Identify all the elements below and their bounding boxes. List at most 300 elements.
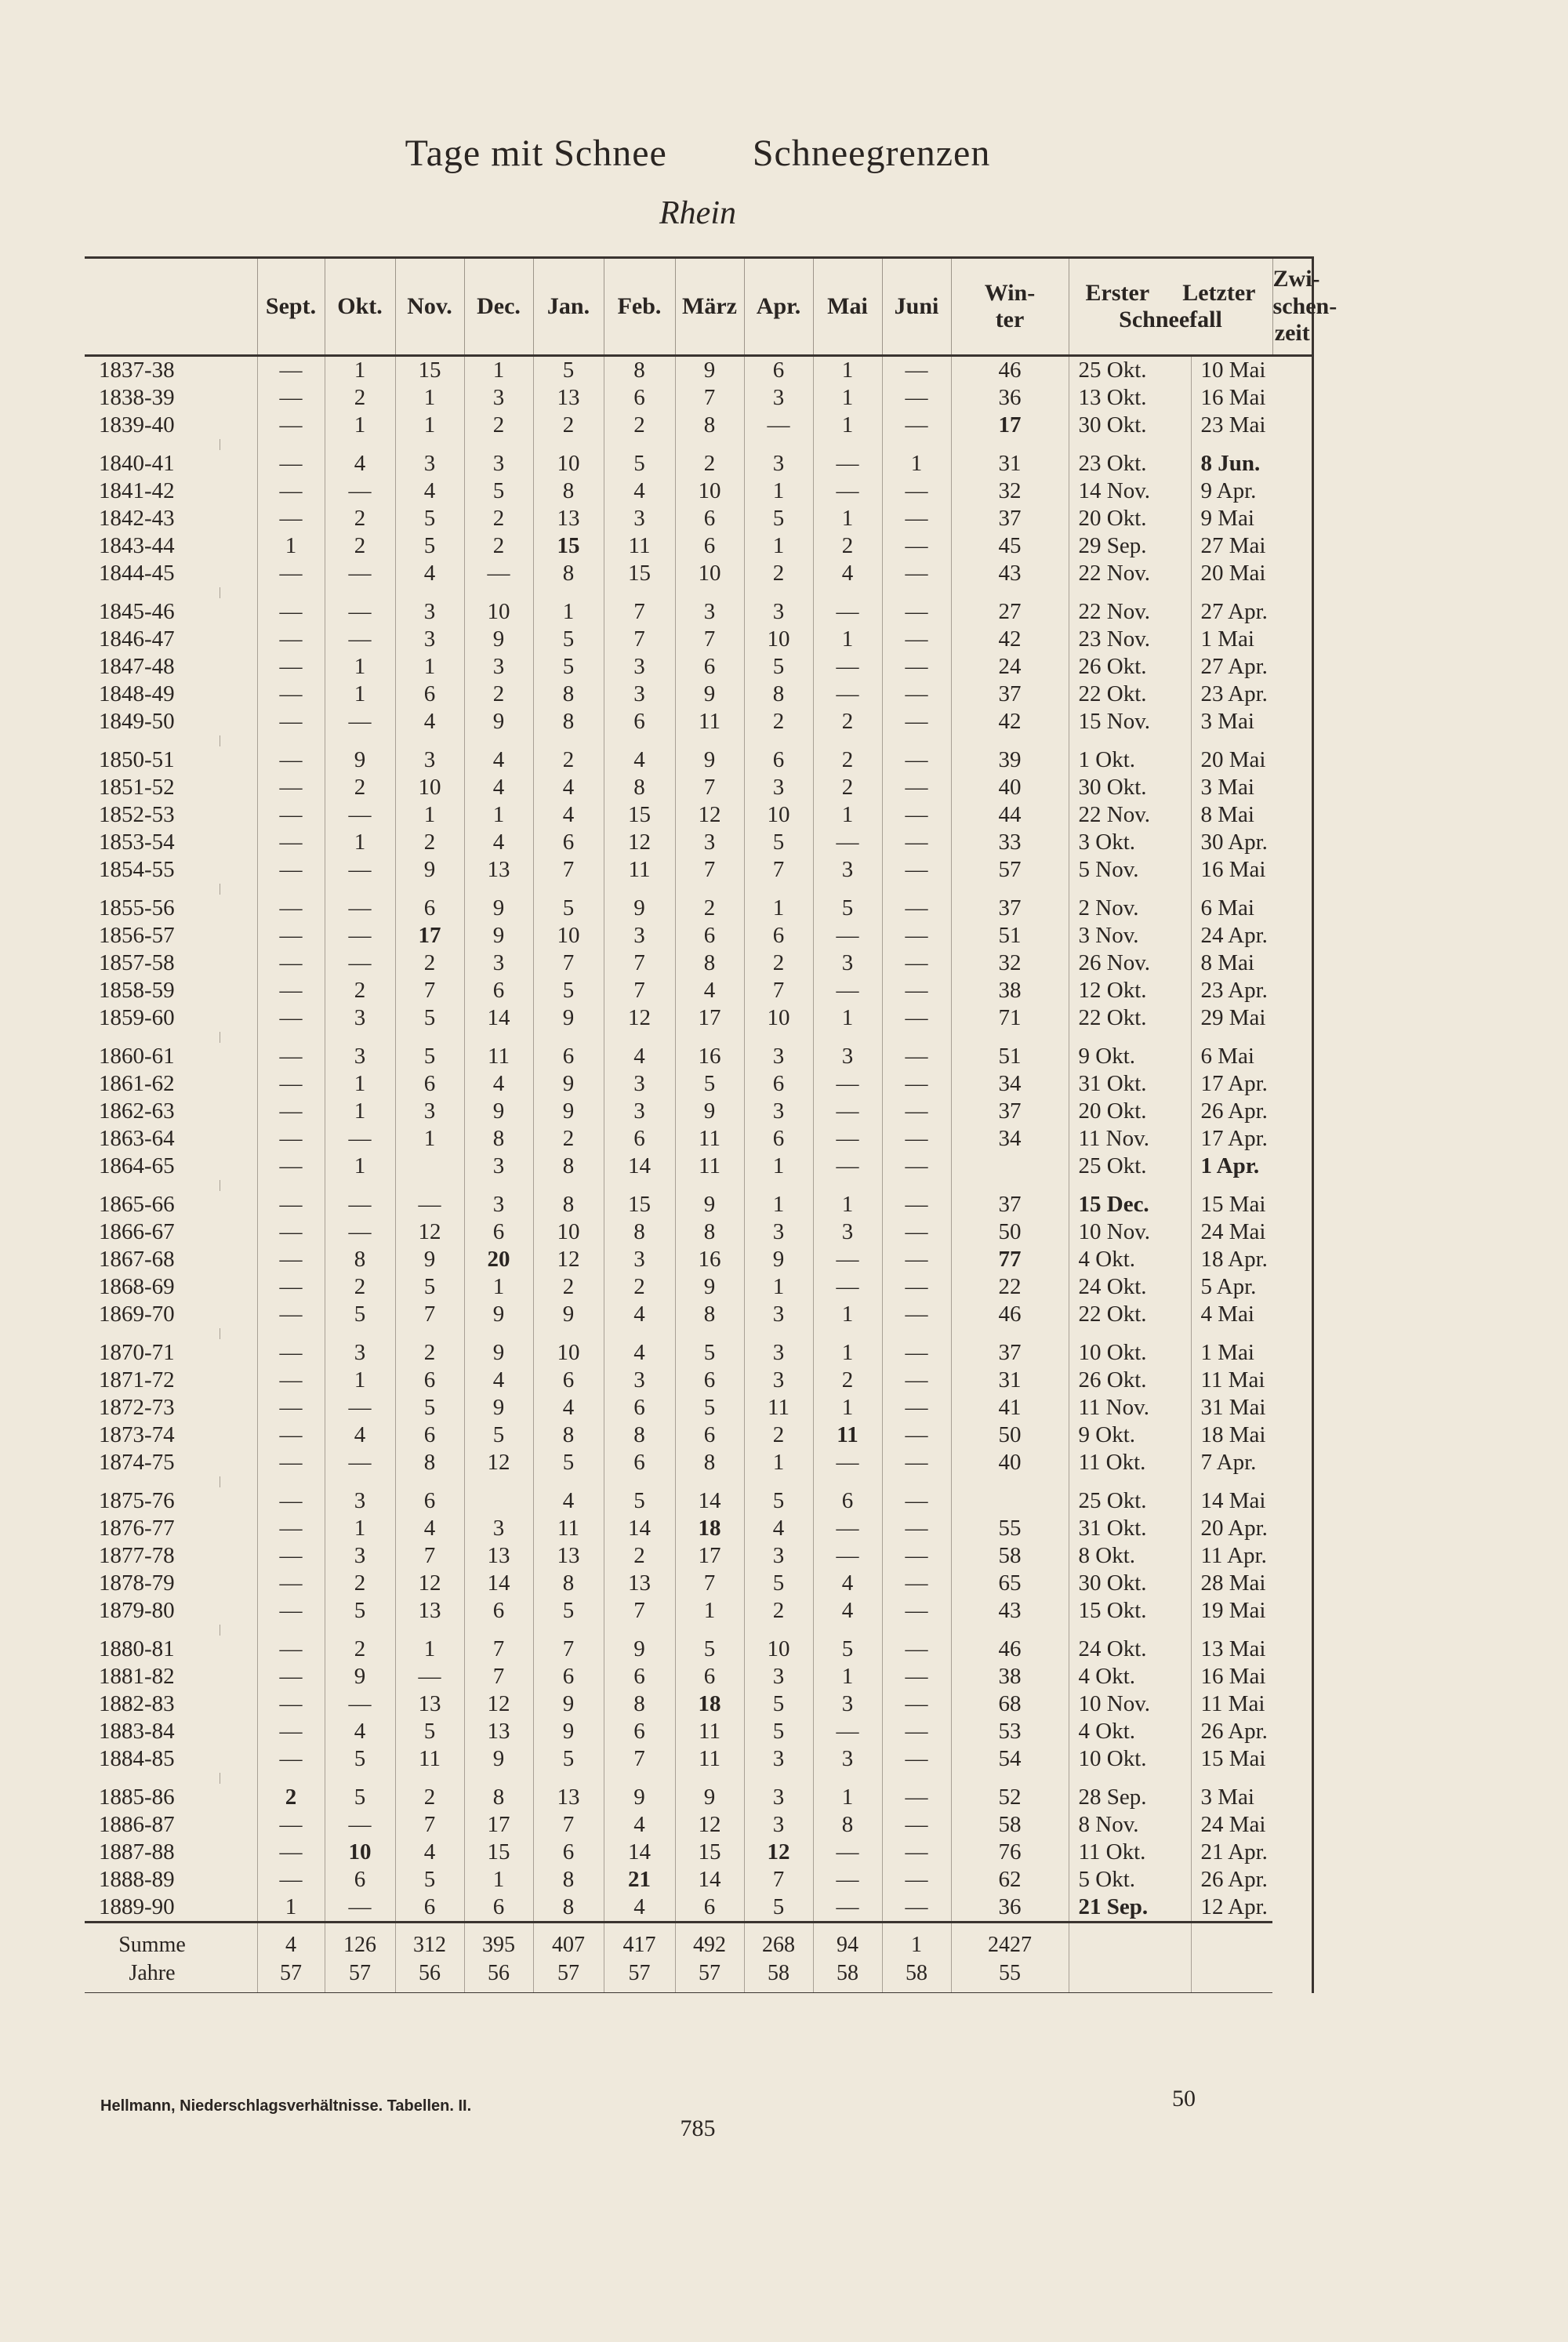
header-nov: Nov. [395, 259, 464, 356]
cell-year: 1866-67 [99, 1219, 175, 1244]
cell-last: 23 Mai [1191, 412, 1272, 439]
cell-apr: 5 [744, 653, 813, 681]
cell-dec: 10 [464, 598, 533, 626]
spacer-cell [1069, 1180, 1191, 1191]
cell-gutter [220, 1636, 257, 1663]
cell-jan: 5 [533, 895, 604, 922]
spacer-cell [813, 1625, 882, 1636]
cell-first: 30 Okt. [1069, 774, 1191, 801]
cell-gutter [220, 653, 257, 681]
cell-last: 31 Mai [1191, 1394, 1272, 1422]
cell-year: 1842-43 [99, 506, 175, 531]
cell-nov: 5 [395, 1718, 464, 1745]
cell-jan: 2 [533, 746, 604, 774]
cell-okt: 2 [325, 1570, 395, 1597]
cell-mai: 11 [813, 1422, 882, 1449]
spacer-cell [220, 1625, 257, 1636]
cell-juni: — [882, 1449, 951, 1476]
cell-jan: 6 [533, 1839, 604, 1866]
cell-last: 1 Mai [1191, 1339, 1272, 1367]
cell-first: 1 Okt. [1069, 746, 1191, 774]
summary-cell-last [1191, 1959, 1272, 1993]
cell-okt: — [325, 477, 395, 505]
spacer-cell [85, 1328, 220, 1339]
summary-label: Jahre [85, 1959, 220, 1993]
cell-winter: 37 [951, 1191, 1069, 1218]
spacer-cell [1191, 735, 1272, 746]
spacer-cell [1069, 1328, 1191, 1339]
cell-jan: 7 [533, 856, 604, 884]
table-row [85, 412, 1312, 439]
cell-apr: 5 [744, 505, 813, 532]
spacer-cell [675, 1180, 744, 1191]
cell-winter: 65 [951, 1570, 1069, 1597]
cell-jan: 9 [533, 1070, 604, 1098]
cell-apr: 2 [744, 1597, 813, 1625]
cell-apr: 6 [744, 356, 813, 385]
spacer-cell [882, 587, 951, 598]
cell-winter: 51 [951, 922, 1069, 950]
cell-apr: 2 [744, 950, 813, 977]
cell-feb: 9 [604, 1784, 675, 1811]
cell-first: 22 Okt. [1069, 1004, 1191, 1032]
cell-feb: 4 [604, 1301, 675, 1328]
cell-maerz: 6 [675, 1422, 744, 1449]
table-row [85, 1394, 1312, 1422]
cell-feb: 15 [604, 801, 675, 829]
spacer-cell [951, 1773, 1069, 1784]
cell-maerz: 15 [675, 1839, 744, 1866]
cell-juni: — [882, 1894, 951, 1923]
cell-last: 26 Apr. [1191, 1098, 1272, 1125]
cell-feb: 4 [604, 746, 675, 774]
cell-dec: 5 [464, 1422, 533, 1449]
table-row [85, 708, 1312, 735]
cell-year: 1849-50 [99, 709, 175, 734]
spacer-cell [744, 1032, 813, 1043]
spacer-cell [395, 884, 464, 895]
cell-mai: 1 [813, 505, 882, 532]
cell-juni: — [882, 1745, 951, 1773]
header-between-line1: Zwi- [1272, 266, 1320, 292]
cell-maerz: 16 [675, 1043, 744, 1070]
cell-last: 3 Mai [1191, 708, 1272, 735]
cell-okt: 9 [325, 1663, 395, 1690]
cell-winter: 34 [951, 1125, 1069, 1153]
cell-nov: 3 [395, 626, 464, 653]
spacer-cell [464, 439, 533, 450]
cell-dec: 3 [464, 1153, 533, 1180]
cell-jan: 6 [533, 1367, 604, 1394]
cell-gutter [220, 829, 257, 856]
cell-last: 11 Apr. [1191, 1542, 1272, 1570]
spacer-cell [325, 884, 395, 895]
table-row [85, 1339, 1312, 1367]
cell-sept: — [257, 1098, 325, 1125]
cell-apr: 9 [744, 1246, 813, 1273]
summary-cell-first [1069, 1923, 1191, 1960]
cell-maerz: 11 [675, 1125, 744, 1153]
cell-first: 25 Okt. [1069, 356, 1191, 385]
cell-year: 1868-69 [99, 1274, 175, 1299]
cell-dec: 4 [464, 746, 533, 774]
cell-jan: 6 [533, 1043, 604, 1070]
cell-okt: 4 [325, 1718, 395, 1745]
header-apr: Apr. [744, 259, 813, 356]
cell-nov: 3 [395, 598, 464, 626]
cell-nov: 3 [395, 450, 464, 477]
cell-feb: 6 [604, 384, 675, 412]
cell-year: 1846-47 [99, 626, 175, 652]
spacer-cell [744, 1476, 813, 1487]
cell-jan: 9 [533, 1004, 604, 1032]
cell-gutter [220, 1125, 257, 1153]
cell-jan: 5 [533, 1745, 604, 1773]
cell-winter: 24 [951, 653, 1069, 681]
spacer-cell [744, 587, 813, 598]
cell-first: 4 Okt. [1069, 1718, 1191, 1745]
cell-feb: 8 [604, 1218, 675, 1246]
spacer-cell [257, 884, 325, 895]
cell-nov: 5 [395, 1004, 464, 1032]
cell-okt: 2 [325, 532, 395, 560]
cell-juni: — [882, 532, 951, 560]
cell-nov: 6 [395, 1367, 464, 1394]
cell-sept: — [257, 356, 325, 385]
cell-juni: — [882, 1098, 951, 1125]
cell-winter: 42 [951, 626, 1069, 653]
cell-mai: 2 [813, 774, 882, 801]
cell-gutter [220, 1923, 257, 1960]
cell-mai: 2 [813, 746, 882, 774]
cell-okt: — [325, 1394, 395, 1422]
cell-jan: 10 [533, 1218, 604, 1246]
cell-winter: 76 [951, 1839, 1069, 1866]
cell-dec: 12 [464, 1449, 533, 1476]
cell-mai: 1 [813, 1663, 882, 1690]
cell-maerz: 5 [675, 1070, 744, 1098]
spacer-cell [813, 735, 882, 746]
cell-last: 30 Apr. [1191, 829, 1272, 856]
cell-jan: 10 [533, 1339, 604, 1367]
spacer-cell [813, 439, 882, 450]
cell-mai: 3 [813, 1690, 882, 1718]
spacer-cell [1069, 735, 1191, 746]
cell-jan: 13 [533, 1542, 604, 1570]
cell-feb: 21 [604, 1866, 675, 1894]
cell-maerz: 18 [675, 1515, 744, 1542]
cell-nov: 2 [395, 950, 464, 977]
group-spacer [85, 735, 1312, 746]
cell-first: 31 Okt. [1069, 1070, 1191, 1098]
cell-jan: 8 [533, 1422, 604, 1449]
spacer-cell [464, 587, 533, 598]
cell-apr: 6 [744, 1125, 813, 1153]
cell-first: 5 Okt. [1069, 1866, 1191, 1894]
cell-gutter [220, 1422, 257, 1449]
cell-apr: 12 [744, 1839, 813, 1866]
cell-juni: — [882, 1636, 951, 1663]
cell-first: 25 Okt. [1069, 1153, 1191, 1180]
cell-jan: 5 [533, 626, 604, 653]
cell-year: 1872-73 [99, 1395, 175, 1420]
cell-maerz: 14 [675, 1487, 744, 1515]
cell-winter: 50 [951, 1422, 1069, 1449]
spacer-cell [675, 1328, 744, 1339]
spacer-cell [882, 1328, 951, 1339]
cell-dec: 3 [464, 1515, 533, 1542]
cell-first: 5 Nov. [1069, 856, 1191, 884]
cell-last: 23 Apr. [1191, 977, 1272, 1004]
table-body [85, 356, 1312, 1993]
cell-mai: — [813, 1866, 882, 1894]
spacer-cell [1191, 1032, 1272, 1043]
cell-jan: 9 [533, 1301, 604, 1328]
cell-feb: 8 [604, 1422, 675, 1449]
cell-winter: 37 [951, 895, 1069, 922]
cell-juni: — [882, 1339, 951, 1367]
cell-first: 2 Nov. [1069, 895, 1191, 922]
cell-juni: — [882, 1043, 951, 1070]
spacer-cell [1069, 1773, 1191, 1784]
group-spacer [85, 1625, 1312, 1636]
spacer-cell [1191, 439, 1272, 450]
cell-year: 1879-80 [99, 1598, 175, 1623]
cell-year: 1853-54 [99, 830, 175, 855]
cell-jan: 7 [533, 950, 604, 977]
cell-maerz: 9 [675, 746, 744, 774]
cell-gutter [220, 1394, 257, 1422]
cell-dec: 9 [464, 626, 533, 653]
cell-winter: 39 [951, 746, 1069, 774]
table-row [85, 681, 1312, 708]
cell-okt: — [325, 922, 395, 950]
cell-okt: — [325, 560, 395, 587]
cell-maerz: 6 [675, 1367, 744, 1394]
cell-okt: 2 [325, 774, 395, 801]
spacer-cell [533, 1032, 604, 1043]
cell-maerz: 10 [675, 560, 744, 587]
header-between-line2: schen- [1272, 292, 1338, 319]
cell-mai: — [813, 1718, 882, 1745]
spacer-cell [1191, 1625, 1272, 1636]
cell-dec: 9 [464, 1745, 533, 1773]
spacer-cell [882, 1773, 951, 1784]
spacer-cell [325, 735, 395, 746]
cell-maerz: 11 [675, 1718, 744, 1745]
cell-feb: 6 [604, 1394, 675, 1422]
spacer-cell [882, 884, 951, 895]
cell-last: 8 Mai [1191, 801, 1272, 829]
cell-winter: 34 [951, 1070, 1069, 1098]
spacer-cell [1191, 1476, 1272, 1487]
cell-sept: — [257, 1273, 325, 1301]
cell-apr: 2 [744, 1422, 813, 1449]
cell-gutter [220, 895, 257, 922]
cell-last: 26 Apr. [1191, 1718, 1272, 1745]
cell-winter: 36 [951, 384, 1069, 412]
spacer-cell [325, 1328, 395, 1339]
cell-maerz: 3 [675, 598, 744, 626]
spacer-cell [257, 1476, 325, 1487]
cell-year: 1886-87 [99, 1812, 175, 1837]
cell-juni: — [882, 950, 951, 977]
cell-jan: 8 [533, 1153, 604, 1180]
cell-gutter [220, 450, 257, 477]
table-row [85, 1570, 1312, 1597]
table-row [85, 1839, 1312, 1866]
cell-dec: 4 [464, 1367, 533, 1394]
cell-year: 1889-90 [99, 1894, 175, 1919]
cell-mai: 6 [813, 1487, 882, 1515]
cell-juni: — [882, 1597, 951, 1625]
cell-dec: 12 [464, 1690, 533, 1718]
table-row [85, 1718, 1312, 1745]
cell-first: 3 Okt. [1069, 829, 1191, 856]
cell-feb: 3 [604, 505, 675, 532]
cell-last: 28 Mai [1191, 1570, 1272, 1597]
cell-first: 22 Nov. [1069, 598, 1191, 626]
cell-first: 15 Okt. [1069, 1597, 1191, 1625]
summary-cell-juni: 1 [882, 1923, 951, 1960]
summary-cell-sept: 57 [257, 1959, 325, 1993]
source-note: Hellmann, Niederschlagsverhältnisse. Tabellen. II. [100, 2097, 472, 2115]
cell-nov: 4 [395, 560, 464, 587]
cell-okt: 6 [325, 1866, 395, 1894]
cell-first: 10 Okt. [1069, 1745, 1191, 1773]
cell-first: 11 Okt. [1069, 1449, 1191, 1476]
cell-sept: — [257, 708, 325, 735]
cell-dec: 4 [464, 829, 533, 856]
cell-okt: 2 [325, 1273, 395, 1301]
spacer-cell [533, 439, 604, 450]
cell-feb: 3 [604, 653, 675, 681]
cell-apr: 3 [744, 1043, 813, 1070]
cell-last: 12 Apr. [1191, 1894, 1272, 1923]
cell-okt: — [325, 856, 395, 884]
table-row [85, 1515, 1312, 1542]
cell-mai: 2 [813, 1367, 882, 1394]
cell-juni: — [882, 681, 951, 708]
cell-gutter [220, 746, 257, 774]
cell-maerz: 9 [675, 681, 744, 708]
cell-feb: 8 [604, 356, 675, 385]
cell-maerz: 6 [675, 1663, 744, 1690]
cell-okt: 3 [325, 1542, 395, 1570]
cell-juni: — [882, 560, 951, 587]
cell-dec: 4 [464, 774, 533, 801]
header-last: Letzter [1182, 279, 1256, 306]
cell-last: 16 Mai [1191, 384, 1272, 412]
spacer-cell [257, 439, 325, 450]
spacer-cell [951, 1476, 1069, 1487]
cell-apr: 10 [744, 1004, 813, 1032]
table-row [85, 1191, 1312, 1218]
cell-gutter [220, 1487, 257, 1515]
cell-year: 1839-40 [99, 412, 175, 438]
cell-winter: 37 [951, 505, 1069, 532]
table-row [85, 1745, 1312, 1773]
cell-year: 1840-41 [99, 451, 175, 476]
cell-last: 24 Apr. [1191, 922, 1272, 950]
cell-first: 23 Nov. [1069, 626, 1191, 653]
cell-sept: — [257, 505, 325, 532]
table-row [85, 895, 1312, 922]
cell-mai: — [813, 829, 882, 856]
spacer-cell [1069, 1032, 1191, 1043]
header-juni: Juni [882, 259, 951, 356]
cell-winter: 58 [951, 1811, 1069, 1839]
cell-okt: 3 [325, 1339, 395, 1367]
cell-gutter [220, 1570, 257, 1597]
cell-jan: 4 [533, 774, 604, 801]
summary-cell-sept: 4 [257, 1923, 325, 1960]
cell-maerz: 9 [675, 1191, 744, 1218]
cell-nov: 5 [395, 1394, 464, 1422]
cell-first: 21 Sep. [1069, 1894, 1191, 1923]
cell-jan: 6 [533, 1663, 604, 1690]
cell-jan: 5 [533, 977, 604, 1004]
cell-dec: 13 [464, 1542, 533, 1570]
cell-winter: 33 [951, 829, 1069, 856]
cell-dec [464, 1487, 533, 1515]
cell-maerz: 17 [675, 1004, 744, 1032]
cell-jan: 7 [533, 1636, 604, 1663]
cell-maerz: 7 [675, 384, 744, 412]
cell-dec: 3 [464, 450, 533, 477]
cell-maerz: 9 [675, 356, 744, 385]
header-winter-line2: ter [995, 307, 1025, 332]
cell-mai: — [813, 1273, 882, 1301]
spacer-cell [464, 735, 533, 746]
cell-jan: 4 [533, 1487, 604, 1515]
cell-okt: 1 [325, 356, 395, 385]
cell-okt: — [325, 950, 395, 977]
spacer-cell [395, 1180, 464, 1191]
cell-sept: 1 [257, 532, 325, 560]
cell-nov: 1 [395, 412, 464, 439]
cell-feb: 8 [604, 774, 675, 801]
cell-winter: 31 [951, 450, 1069, 477]
cell-juni: — [882, 1004, 951, 1032]
cell-sept: — [257, 1125, 325, 1153]
cell-gutter [220, 626, 257, 653]
cell-sept: — [257, 1043, 325, 1070]
cell-jan: 8 [533, 1866, 604, 1894]
cell-sept: — [257, 801, 325, 829]
cell-jan: 5 [533, 1597, 604, 1625]
cell-last: 24 Mai [1191, 1811, 1272, 1839]
cell-apr: 5 [744, 1690, 813, 1718]
cell-nov: 11 [395, 1745, 464, 1773]
cell-nov: 7 [395, 1542, 464, 1570]
spacer-cell [85, 735, 220, 746]
cell-last: 5 Apr. [1191, 1273, 1272, 1301]
cell-juni: — [882, 1784, 951, 1811]
cell-sept: — [257, 1718, 325, 1745]
cell-gutter [220, 1718, 257, 1745]
cell-mai: — [813, 1449, 882, 1476]
cell-feb: 5 [604, 1487, 675, 1515]
cell-apr: 5 [744, 1570, 813, 1597]
cell-maerz: 17 [675, 1542, 744, 1570]
cell-feb: 13 [604, 1570, 675, 1597]
cell-maerz: 8 [675, 950, 744, 977]
spacer-cell [744, 439, 813, 450]
cell-year: 1875-76 [99, 1488, 175, 1513]
cell-feb: 2 [604, 1542, 675, 1570]
cell-apr: 3 [744, 774, 813, 801]
